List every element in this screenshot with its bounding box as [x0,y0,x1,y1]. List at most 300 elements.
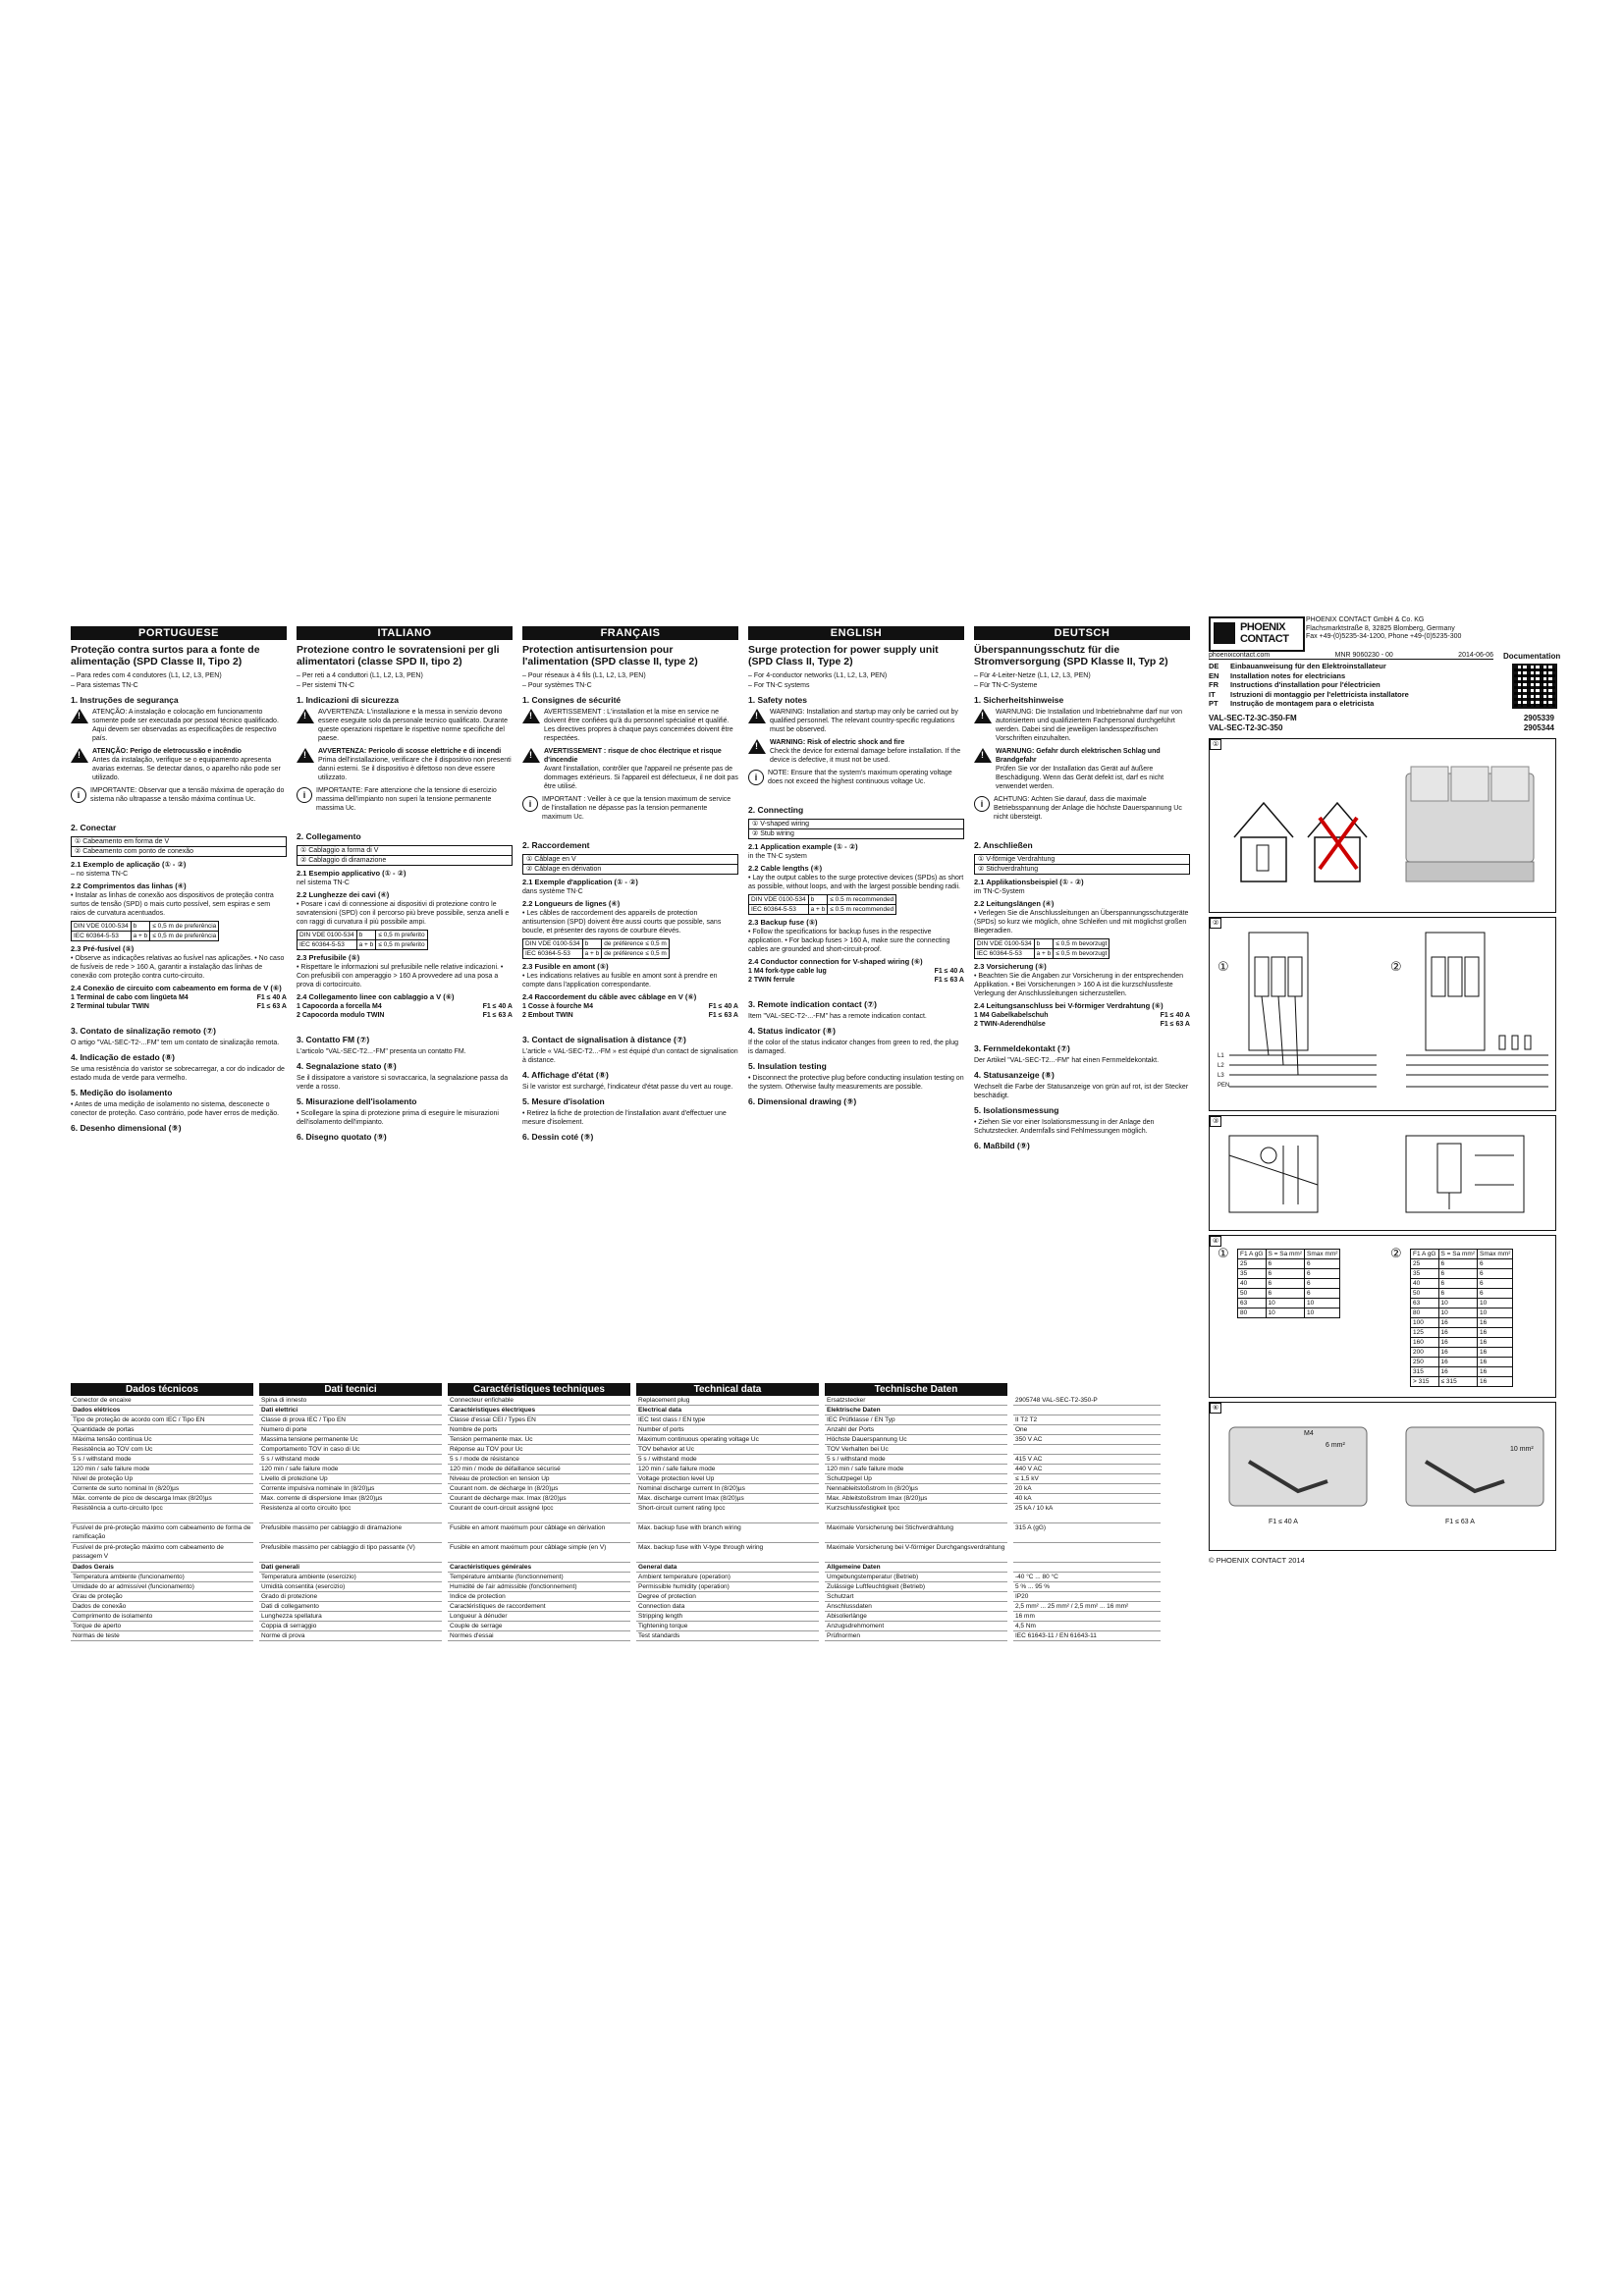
fuse-row: 1 Cosse à fourche M4 F1 ≤ 40 A [522,1003,738,1010]
tech-row: Allgemeine Daten [825,1563,1007,1573]
warning-icon [748,739,766,754]
tech-row: Max. Ableitstoßstrom Imax (8/20)µs [825,1494,1007,1504]
warning-icon [748,709,766,723]
warning-icon [522,748,540,763]
tech-row: Short-circuit current rating Ipcc [636,1504,819,1523]
subsection-heading: 2.2 Leitungslängen (④) [974,899,1055,908]
tech-row: Classe d'essai CEI / Types EN [448,1415,630,1425]
figure-2-label: ② [1210,918,1221,929]
paragraph: nel sistema TN-C [297,880,350,886]
tech-row: Electrical data [636,1406,819,1415]
tech-row: 120 min / safe failure mode [636,1465,819,1474]
bullet: – Per reti a 4 conduttori (L1, L2, L3, PEN) [297,672,423,679]
tech-row: Resistenza al corto circuito Ipcc [259,1504,442,1523]
subsection-heading: 2.4 Raccordement du câble avec câblage en V (⑥) [522,992,697,1001]
note: i NOTE: Ensure that the system's maximum operating voltage does not exceed the highest continuous voltage Uc. [748,769,964,786]
tech-row: Schutzpegel Up [825,1474,1007,1484]
tech-row: Permissible humidity (operation) [636,1582,819,1592]
column-title: Proteção contra surtos para a fonte de alimentação (SPD Classe II, Tipo 2) [71,644,260,667]
tech-row: Conector de encaixe [71,1396,253,1406]
column-it [297,642,513,1329]
wiring-option-2-label: ② [1390,959,1402,974]
column-title: Protezione contro le sovratensioni per gli alimentatori (classe SPD II, tipo 2) [297,644,500,667]
tech-row: Numero di porte [259,1425,442,1435]
paragraph: Der Artikel "VAL-SEC-T2...-FM" hat einen Fernmeldekontakt. [974,1057,1160,1064]
cable-length-table: DIN VDE 0100-534 b ≤ 0,5 m de preferência IEC 60364-5-53 a + b ≤ 0,5 m de preferência [71,921,219,941]
section-heading: 6. Desenho dimensional (⑨) [71,1123,182,1133]
tech-row [1013,1445,1161,1455]
subsection-heading: 2.4 Leitungsanschluss bei V-förmiger Verdrahtung (⑥) [974,1001,1164,1010]
tech-row: Maximum continuous operating voltage Uc [636,1435,819,1445]
figure-6 [1209,1402,1556,1551]
company-phone: Fax +49-(0)5235-34-1200, Phone +49-(0)5235-300 [1306,633,1462,640]
legend: ① Cablaggio a forma di V ② Cablaggio di diramazione [297,845,513,866]
section-heading: 5. Misurazione dell'isolamento [297,1096,417,1106]
subsection-heading: 2.3 Vorsicherung (⑤) [974,962,1047,971]
lang-de: DE Einbauanweisung für den Elektroinstallateur [1209,662,1386,670]
note: i ACHTUNG: Achten Sie darauf, dass die maximale Betriebsspannung der Anlage die höchste Dauerspannung Uc nicht übersteigt. [974,795,1190,822]
section-heading: 6. Dessin coté (⑨) [522,1132,594,1142]
tech-row: 120 min / mode de défaillance sécurisé [448,1465,630,1474]
paragraph: • Instalar as linhas de conexão aos dispositivos de proteção contra surtos de tensão (SPD) o mais curto possível, sem espiras e sem raios de curvatura acentuados. [71,892,274,917]
tech-row: Resistência ao TOV com Uc [71,1445,253,1455]
tech-row: Norme di prova [259,1631,442,1641]
paragraph: – no sistema TN-C [71,871,129,878]
fuse-table-2-label: ② [1390,1246,1402,1260]
figure-4 [1209,1235,1556,1398]
legend: ① V-förmige Verdrahtung ② Stichverdrahtung [974,854,1190,875]
fuse-table-2: F1 A gG S = Sa mm² Smax mm² 25 6 6 35 6 6 40 6 6 50 6 6 63 10 10 80 10 10 100 16 16 125 16 16 160 16 16 200 16 16 250 16 16 315 16 16 > 315 ≤ 315 16 [1410,1249,1513,1387]
fuse-row: 1 M4 Gabelkabelschuh F1 ≤ 40 A [974,1012,1190,1019]
cable-length-table: DIN VDE 0100-534 b ≤ 0,5 m preferito IEC 60364-5-53 a + b ≤ 0,5 m preferito [297,930,428,950]
website: phoenixcontact.com [1209,652,1271,659]
section-heading: 1. Instruções de segurança [71,695,179,705]
lang-pt: PT Instrução de montagem para o eletricista [1209,699,1375,708]
tech-row: Degree of protection [636,1592,819,1602]
cable-length-table: DIN VDE 0100-534 b de préférence ≤ 0,5 m IEC 60364-5-53 a + b de préférence ≤ 0,5 m [522,938,670,959]
tech-table-header: Dados técnicos [71,1383,253,1396]
section-heading: 2. Anschließen [974,840,1033,850]
section-heading: 5. Mesure d'isolation [522,1096,605,1106]
column-header-en: ENGLISH [748,626,964,640]
subsection-heading: 2.3 Pré-fusível (⑤) [71,944,135,953]
tech-row: Máxima tensão contínua Uc [71,1435,253,1445]
column-title: Protection antisurtension pour l'alimentation (SPD classe II, type 2) [522,644,698,667]
doc-date: 2014-06-06 [1458,652,1493,659]
tech-row: Quantidade de portas [71,1425,253,1435]
legend: ① Câblage en V ② Câblage en dérivation [522,854,738,875]
fuse40-label: F1 ≤ 40 A [1269,1519,1298,1525]
tech-row: Couple de serrage [448,1622,630,1631]
bullet: – Para redes com 4 condutores (L1, L2, L3, PEN) [71,672,222,679]
legend: ① Cabeamento em forma de V ② Cabeamento com ponto de conexão [71,836,287,857]
figure-1-drawing [1210,739,1555,912]
legend: ① V-shaped wiring ② Stub wiring [748,819,964,839]
section-heading: 1. Safety notes [748,695,807,705]
info-icon: i [522,796,538,812]
fuse-row: 2 Terminal tubular TWIN F1 ≤ 63 A [71,1003,287,1010]
logo-mark-icon [1214,622,1235,644]
subsection-heading: 2.1 Applikationsbeispiel (① - ②) [974,878,1084,886]
tech-row: Nível de proteção Up [71,1474,253,1484]
tech-row: 415 V AC [1013,1455,1161,1465]
tech-row: Dados Gerais [71,1563,253,1573]
warning: ! WARNING: Installation and startup may only be carried out by qualified personnel. The relevant country-specific regulations must be observed. [748,708,964,734]
info-icon: i [974,796,990,812]
fuse-row: 2 Embout TWIN F1 ≤ 63 A [522,1012,738,1019]
paragraph: • Les câbles de raccordement des appareils de protection antisurtension (SPD) doivent être aussi courts que possible, sans boucle, et présenter des rayons de courbure élevés. [522,910,722,934]
tech-row: 5 s / mode de résistance [448,1455,630,1465]
tech-table-header: Dati tecnici [259,1383,442,1396]
tech-row: Comportamento TOV in caso di Uc [259,1445,442,1455]
column-fr [522,642,738,1329]
wiring-option-1-label: ① [1218,959,1229,974]
warning: ! WARNUNG: Gefahr durch elektrischen Schlag und Brandgefahr Prüfen Sie vor der Installation das Gerät auf äußere Beschädigung. Wenn das Gerät defekt ist, darf es nicht verwendet werden. [974,747,1190,791]
tech-row: Humidité de l'air admissible (fonctionnement) [448,1582,630,1592]
fuse-row: 1 M4 fork-type cable lug F1 ≤ 40 A [748,968,964,975]
tech-row: Höchste Dauerspannung Uc [825,1435,1007,1445]
tech-row: Courant de court-circuit assigné Ipcc [448,1504,630,1523]
tech-row: Max. backup fuse with V-type through wiring [636,1543,819,1563]
subsection-heading: 2.4 Conexão de circuito com cabeamento em forma de V (⑥) [71,984,282,992]
figure-2 [1209,917,1556,1111]
info-icon: i [748,770,764,785]
paragraph: • Rispettare le informazioni sul prefusibile nelle relative indicazioni. • Con prefusibili con amperaggio > 160 A provvedere ad una posa a prova di cortocircuito. [297,964,504,988]
column-de [974,642,1190,1329]
tech-row: Nominal discharge current In (8/20)µs [636,1484,819,1494]
tech-row: IEC 61643-11 / EN 61643-11 [1013,1631,1161,1641]
tech-row: Fusible en amont maximum pour câblage en dérivation [448,1523,630,1543]
warning: ! AVVERTENZA: Pericolo di scosse elettriche e di incendi Prima dell'installazione, verificare che il dispositivo non presenti danni esterni. Se il dispositivo è difettoso non deve essere utilizzato. [297,747,513,782]
tech-row: Nennableitstoßstrom In (8/20)µs [825,1484,1007,1494]
paragraph: • Antes de uma medição de isolamento no sistema, desconecte o conector de proteção. Caso contrário, pode haver erros de medição. [71,1101,280,1117]
tech-table-2 [448,1383,630,1641]
mm10-label: 10 mm² [1510,1446,1534,1453]
section-heading: 6. Maßbild (⑨) [974,1141,1030,1150]
subsection-heading: 2.3 Prefusibile (⑤) [297,953,360,962]
subsection-heading: 2.2 Cable lengths (④) [748,864,823,873]
tech-row: -40 °C ... 80 °C [1013,1573,1161,1582]
tech-row: Grau de proteção [71,1592,253,1602]
figure-3-label: ③ [1210,1116,1221,1127]
info-icon: i [297,787,312,803]
paragraph: O artigo "VAL-SEC-T2-...FM" tem um contato de sinalização remota. [71,1040,280,1046]
tech-row: Tension permanente max. Uc [448,1435,630,1445]
tech-row: 5 % ... 95 % [1013,1582,1161,1592]
bullet: – Para sistemas TN-C [71,682,138,689]
tech-table-header [1013,1383,1161,1396]
tech-row: Zulässige Luftfeuchtigkeit (Betrieb) [825,1582,1007,1592]
section-heading: 1. Indicazioni di sicurezza [297,695,399,705]
section-heading: 6. Dimensional drawing (⑨) [748,1096,857,1106]
tech-row: Maximale Vorsicherung bei V-förmiger Durchgangsverdrahtung [825,1543,1007,1563]
subsection-heading: 2.1 Esempio applicativo (① - ②) [297,869,406,878]
tech-row: 2,5 mm² ... 25 mm² / 2,5 mm² ... 16 mm² [1013,1602,1161,1612]
section-heading: 4. Status indicator (⑧) [748,1026,836,1036]
subsection-heading: 2.2 Lunghezze dei cavi (④) [297,890,390,899]
tech-row: Caractéristiques électriques [448,1406,630,1415]
paragraph: Se uma resistência do varistor se sobrecarregar, a cor do indicador de estado muda de verde para vermelho. [71,1066,285,1082]
paragraph: • Verlegen Sie die Anschlussleitungen an Überspannungsschutzgeräte (SPDs) so kurz wie möglich, ohne Schleifen und mit möglichst großen Biegeradien. [974,910,1189,934]
tech-row: Max. backup fuse with branch wiring [636,1523,819,1543]
tech-row: Umidade do ar admissível (funcionamento) [71,1582,253,1592]
tech-row: Elektrische Daten [825,1406,1007,1415]
tech-row: Connection data [636,1602,819,1612]
cable-length-table: DIN VDE 0100-534 b ≤ 0.5 m recommended IEC 60364-5-53 a + b ≤ 0.5 m recommended [748,894,896,915]
lang-fr: FR Instructions d'installation pour l'électricien [1209,680,1380,689]
tech-row: Nombre de ports [448,1425,630,1435]
tech-row: Spina di innesto [259,1396,442,1406]
tech-row: 5 s / withstand mode [71,1455,253,1465]
tech-row: Anschlussdaten [825,1602,1007,1612]
phoenix-contact-logo: PHOENIX CONTACT [1209,616,1305,652]
note: i IMPORTANT : Veiller à ce que la tension maximum de service de l'installation ne dépasse pas la tension permanente maximum Uc. [522,795,738,822]
doc-number: MNR 9060230 - 00 [1334,652,1393,659]
paragraph: L'article « VAL-SEC-T2...-FM » est équipé d'un contact de signalisation à distance. [522,1048,738,1064]
tech-row: Kurzschlussfestigkeit Ipcc [825,1504,1007,1523]
paragraph: If the color of the status indicator changes from green to red, the plug is damaged. [748,1040,959,1055]
warning: ! AVVERTENZA: L'installazione e la messa in servizio devono essere eseguite solo da personale tecnico qualificato. Durante queste operazioni rispettare le rispettive norme specifiche del paese. [297,708,513,743]
fuse-row: 1 Terminal de cabo com lingüeta M4 F1 ≤ 40 A [71,994,287,1001]
qr-code-icon [1512,664,1557,709]
tech-row: 315 A (gG) [1013,1523,1161,1543]
tech-row: One [1013,1425,1161,1435]
tech-row: Normes d'essai [448,1631,630,1641]
tech-row: TOV behavior at Uc [636,1445,819,1455]
tech-row: Resistência a curto-circuito Ipcc [71,1504,253,1523]
tech-row: Niveau de protection en tension Up [448,1474,630,1484]
section-heading: 6. Disegno quotato (⑨) [297,1132,387,1142]
column-pt [71,642,287,1329]
tech-row: 20 kA [1013,1484,1161,1494]
warning-icon [71,748,88,763]
tech-row: Máx. corrente de pico de descarga Imax (8/20)µs [71,1494,253,1504]
figure-3-drawing [1210,1116,1555,1230]
copyright: © PHOENIX CONTACT 2014 [1209,1556,1305,1565]
wiring-drawing [1210,918,1555,1110]
tech-row: Max. corrente di dispersione Imax (8/20)µs [259,1494,442,1504]
tech-row: General data [636,1563,819,1573]
company-name: PHOENIX CONTACT GmbH & Co. KG [1306,616,1425,623]
subsection-heading: 2.2 Longueurs de lignes (④) [522,899,621,908]
tech-row: Corrente impulsiva nominale In (8/20)µs [259,1484,442,1494]
section-heading: 2. Raccordement [522,840,590,850]
bullet: – Für TN-C-Systeme [974,682,1038,689]
figure-1 [1209,738,1556,913]
tech-table-header: Caractéristiques techniques [448,1383,630,1396]
section-heading: 3. Contatto FM (⑦) [297,1035,370,1044]
figure-6-drawing [1210,1403,1555,1550]
subsection-heading: 2.1 Application example (① - ②) [748,842,858,851]
tech-table-header: Technische Daten [825,1383,1007,1396]
documentation-label: Documentation [1503,652,1561,661]
paragraph: • Follow the specifications for backup fuses in the respective application. • For backup fuses > 160 A, make sure the connecting cables are grounded and short-circuit-proof. [748,929,950,953]
fuse-row: 2 Capocorda modulo TWIN F1 ≤ 63 A [297,1012,513,1019]
tech-row: Indice de protection [448,1592,630,1602]
tech-row [1013,1406,1161,1415]
section-heading: 5. Medição do isolamento [71,1088,173,1097]
tech-row: 120 min / safe failure mode [825,1465,1007,1474]
warning: ! ATENÇÃO: A instalação e colocação em funcionamento somente pode ser executada por pessoal técnico qualificado. Aqui devem ser observadas as especificações de respectivo país. [71,708,287,743]
tech-row: Anzahl der Ports [825,1425,1007,1435]
tech-row: Anzugsdrehmoment [825,1622,1007,1631]
fuse63-label: F1 ≤ 63 A [1445,1519,1475,1525]
paragraph: • Scollegare la spina di protezione prima di eseguire le misurazioni dell'isolamento dell'impianto. [297,1110,499,1126]
warning-icon [974,748,992,763]
tech-row: 5 s / withstand mode [259,1455,442,1465]
tech-row: Number of ports [636,1425,819,1435]
tech-row: Température ambiante (fonctionnement) [448,1573,630,1582]
warning-icon [522,709,540,723]
warning: ! AVERTISSEMENT : L'installation et la mise en service ne doivent être confiées qu'à du personnel spécialisé et qualifié. Les directives propres à chaque pays concernées doivent être respectées. [522,708,738,743]
tech-row: Courant de décharge max. Imax (8/20)µs [448,1494,630,1504]
tech-row: Lunghezza spellatura [259,1612,442,1622]
tech-row: 25 kA / 10 kA [1013,1504,1161,1523]
paragraph: • Beachten Sie die Angaben zur Vorsicherung in der entsprechenden Applikation. • Bei Vorsicherungen > 160 A ist die kurzschlussfeste Verlegung der Anschlussleitungen sicherzustellen. [974,973,1183,997]
section-heading: 5. Isolationsmessung [974,1105,1059,1115]
tech-row: ≤ 1,5 kV [1013,1474,1161,1484]
tech-row: Coppia di serraggio [259,1622,442,1631]
section-heading: 2. Connecting [748,805,804,815]
product-row: VAL-SEC-T2-3C-350-FM 2905339 [1209,714,1554,722]
note: i IMPORTANTE: Observar que a tensão máxima de operação do sistema não ultrapasse a tensão máxima contínua Uc. [71,786,287,804]
tech-row: Stripping length [636,1612,819,1622]
paragraph: L'articolo "VAL-SEC-T2...-FM" presenta un contatto FM. [297,1048,466,1055]
tech-row: Fusível de pré-proteção máximo com cabeamento de forma de ramificação [71,1523,253,1543]
tech-row: Dati elettrici [259,1406,442,1415]
tech-row: Ambient temperature (operation) [636,1573,819,1582]
warning-icon [71,709,88,723]
warning-icon [297,748,314,763]
section-heading: 4. Affichage d'état (⑧) [522,1070,609,1080]
tech-row: Classe di prova IEC / Tipo EN [259,1415,442,1425]
note: i IMPORTANTE: Fare attenzione che la tensione di esercizio massima dell'impianto non superi la tensione permanente massima Uc. [297,786,513,813]
tech-row: IEC Prüfklasse / EN Typ [825,1415,1007,1425]
tech-table-0 [71,1383,253,1641]
figure-4-label: ④ [1210,1236,1221,1247]
tech-row: Comprimento de isolamento [71,1612,253,1622]
column-title: Überspannungsschutz für die Stromversorgung (SPD Klasse II, Typ 2) [974,644,1168,667]
tech-row [1013,1543,1161,1563]
tech-row [1013,1563,1161,1573]
tech-row: Replacement plug [636,1396,819,1406]
section-heading: 3. Contato de sinalização remoto (⑦) [71,1026,216,1036]
subsection-heading: 2.3 Fusible en amont (⑤) [522,962,609,971]
product-row: VAL-SEC-T2-3C-350 2905344 [1209,723,1554,732]
figure-3 [1209,1115,1556,1231]
paragraph: • Lay the output cables to the surge protective devices (SPDs) as short as possible, without loops, and with the largest possible bending radii. [748,875,964,890]
tech-row: Tightening torque [636,1622,819,1631]
column-header-it: ITALIANO [297,626,513,640]
fuse-table-1: F1 A gG S = Sa mm² Smax mm² 25 6 6 35 6 6 40 6 6 50 6 6 63 10 10 80 10 10 [1237,1249,1340,1318]
paragraph: in the TN-C system [748,853,807,860]
tech-row: 4,5 Nm [1013,1622,1161,1631]
tech-row: Massima tensione permanente Uc [259,1435,442,1445]
subsection-heading: 2.3 Backup fuse (⑤) [748,918,818,927]
bullet: – Für 4-Leiter-Netze (L1, L2, L3, PEN) [974,672,1091,679]
tech-row: Courant nom. de décharge In (8/20)µs [448,1484,630,1494]
tech-row: Dados de conexão [71,1602,253,1612]
tech-row: Abisolierlänge [825,1612,1007,1622]
fuse-row: 2 TWIN-Aderendhülse F1 ≤ 63 A [974,1021,1190,1028]
bullet: – Pour réseaux à 4 fils (L1, L2, L3, PEN) [522,672,646,679]
info-icon: i [71,787,86,803]
warning: ! AVERTISSEMENT : risque de choc électrique et risque d'incendie Avant l'installation, contrôler que l'appareil ne présente pas de dommages extérieurs. Si l'appareil est défectueux, il ne doit pas être utilisé. [522,747,738,791]
section-heading: 2. Conectar [71,823,117,832]
section-heading: 5. Insulation testing [748,1061,827,1071]
web-line [1209,652,1493,660]
warning: ! WARNING: Risk of electric shock and fire Check the device for external damage before installation. If the device is defective, it must not be used. [748,738,964,765]
wire-labels-left: L1 L2 L3 PEN [1218,1053,1230,1089]
tech-row: Connecteur enfichable [448,1396,630,1406]
tech-row: Temperatura ambiente (esercizio) [259,1573,442,1582]
tech-table-3 [636,1383,819,1641]
tech-row: II T2 T2 [1013,1415,1161,1425]
tech-row: Caractéristiques de raccordement [448,1602,630,1612]
column-header-fr: FRANÇAIS [522,626,738,640]
tech-row: 120 min / safe failure mode [259,1465,442,1474]
lang-en: EN Installation notes for electricians [1209,670,1346,680]
language-list [1209,662,1409,709]
cable-length-table: DIN VDE 0100-534 b ≤ 0,5 m bevorzugt IEC 60364-5-53 a + b ≤ 0,5 m bevorzugt [974,938,1110,959]
figure-6-label: ⑥ [1210,1403,1221,1414]
tech-row: Tipo de proteção de acordo com IEC / Tipo EN [71,1415,253,1425]
tech-row: Prefusibile massimo per cablaggio di tipo passante (V) [259,1543,442,1563]
section-heading: 3. Fernmeldekontakt (⑦) [974,1043,1070,1053]
fuse-row: 2 TWIN ferrule F1 ≤ 63 A [748,977,964,984]
tech-row: 2905748 VAL-SEC-T2-350-P [1013,1396,1161,1406]
warning: ! WARNUNG: Die Installation und Inbetriebnahme darf nur von autorisiertem und qualifiziertem Fachpersonal durchgeführt werden. Dabei sind die jeweiligen landesspezifischen Vorschriften einzuhalten. [974,708,1190,743]
bullet: – For TN-C systems [748,682,810,689]
company-address: Flachsmarktstraße 8, 32825 Blomberg, Germany [1306,624,1455,632]
tech-row: 120 min / safe failure mode [71,1465,253,1474]
tech-row: Corrente de surto nominal In (8/20)µs [71,1484,253,1494]
tech-row: Dados elétricos [71,1406,253,1415]
tech-row: Umidità consentita (esercizio) [259,1582,442,1592]
tech-row: Normas de teste [71,1631,253,1641]
column-en [748,642,964,1329]
mm6-label: 6 mm² [1326,1442,1345,1449]
section-heading: 4. Indicação de estado (⑧) [71,1052,175,1062]
bullet: – Pour systèmes TN-C [522,682,592,689]
column-header-de: DEUTSCH [974,626,1190,640]
warning-icon [297,709,314,723]
tech-table-5 [1013,1383,1161,1641]
tech-row: 40 kA [1013,1494,1161,1504]
tech-row: Umgebungstemperatur (Betrieb) [825,1573,1007,1582]
tech-row: Réponse au TOV pour Uc [448,1445,630,1455]
product-list [1209,714,1554,733]
tech-row: Prüfnormen [825,1631,1007,1641]
tech-row: Grado di protezione [259,1592,442,1602]
section-heading: 4. Statusanzeige (⑧) [974,1070,1055,1080]
tech-row: Test standards [636,1631,819,1641]
paragraph: • Observe as indicações relativas ao fusível nas aplicações. • No caso de fusíveis de rede > 160 A, garantir a instalação das linhas de conexão com proteção contra curto-circuito. [71,955,285,980]
warning-icon [974,709,992,723]
section-heading: 2. Collegamento [297,831,361,841]
paragraph: • Disconnect the protective plug before conducting insulation testing on the system. Otherwise faulty measurements are possible. [748,1075,964,1091]
section-heading: 3. Contact de signalisation à distance (⑦) [522,1035,686,1044]
tech-row: 16 mm [1013,1612,1161,1622]
paragraph: • Les indications relatives au fusible en amont sont à prendre en compte dans l'application correspondante. [522,973,718,988]
tech-row: Fusible en amont maximum pour câblage simple (en V) [448,1543,630,1563]
subsection-heading: 2.4 Collegamento linee con cablaggio a V (⑥) [297,992,455,1001]
subsection-heading: 2.1 Exemplo de aplicação (① - ②) [71,860,187,869]
bullet: – Per sistemi TN-C [297,682,354,689]
tech-table-header: Technical data [636,1383,819,1396]
warning: ! ATENÇÃO: Perigo de eletrocussão e incêndio Antes da instalação, verifique se o equipamento apresenta avarias externas. Se detectar danos, o aparelho não pode ser utilizado. [71,747,287,782]
m4-label: M4 [1304,1430,1314,1437]
